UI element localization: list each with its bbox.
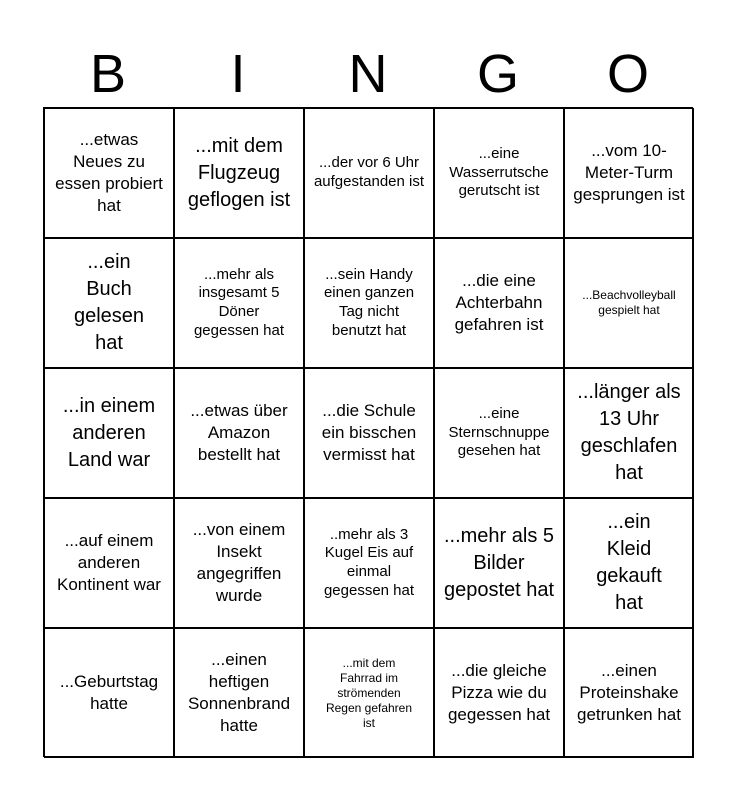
bingo-grid xyxy=(43,107,693,757)
header-letter-b: B xyxy=(89,44,127,104)
cell-text: ...mehr als insgesamt 5 Döner gegessen hat xyxy=(193,265,285,339)
bingo-cell[interactable] xyxy=(564,108,694,238)
bingo-cell[interactable] xyxy=(174,238,304,368)
cell-text: ...länger als 13 Uhr geschlafen hat xyxy=(577,381,681,484)
cell-text: ...die eine Achterbahn gefahren ist xyxy=(454,270,544,335)
bingo-cell[interactable] xyxy=(174,498,304,628)
cell-text: ...in einem anderen Land war xyxy=(62,394,156,471)
bingo-cell[interactable] xyxy=(434,368,564,498)
bingo-cell[interactable] xyxy=(434,498,564,628)
cell-text: ...der vor 6 Uhr aufgestanden ist xyxy=(313,154,425,190)
header-letter-n: N xyxy=(348,44,388,104)
bingo-cell[interactable] xyxy=(434,238,564,368)
bingo-cell[interactable] xyxy=(44,498,174,628)
bingo-cell[interactable] xyxy=(44,108,174,238)
cell-text: ...Geburtstag hatte xyxy=(59,671,159,713)
cell-text: ...etwas über Amazon bestellt hat xyxy=(190,400,288,465)
cell-text: ...einen Proteinshake getrunken hat xyxy=(577,660,681,725)
bingo-cell[interactable] xyxy=(304,108,434,238)
cell-text: ...von einem Insekt angegriffen wurde xyxy=(192,519,286,606)
bingo-cell[interactable] xyxy=(174,368,304,498)
cell-text: ...ein Kleid gekauft hat xyxy=(596,511,662,614)
bingo-cell[interactable] xyxy=(434,628,564,758)
bingo-cell[interactable] xyxy=(564,498,694,628)
cell-text: ...mit dem Flugzeug geflogen ist xyxy=(187,134,291,211)
header-letter-g: G xyxy=(476,44,519,104)
bingo-cell[interactable] xyxy=(564,368,694,498)
cell-text: ...die gleiche Pizza wie du gegessen hat xyxy=(447,660,551,725)
header-letter-i: I xyxy=(230,44,246,104)
cell-text: ...eine Wasserrutsche gerutscht ist xyxy=(449,144,549,200)
bingo-cell[interactable] xyxy=(44,238,174,368)
header-letter-o: O xyxy=(606,44,649,104)
bingo-cell[interactable] xyxy=(174,628,304,758)
bingo-cell[interactable] xyxy=(304,238,434,368)
cell-text: ...die Schule ein bisschen vermisst hat xyxy=(321,400,417,465)
cell-text: ...mehr als 5 Bilder gepostet hat xyxy=(443,524,555,601)
bingo-cell[interactable] xyxy=(44,628,174,758)
cell-text: ...ein Buch gelesen hat xyxy=(73,251,145,354)
cell-text: ...sein Handy einen ganzen Tag nicht benutzt hat xyxy=(323,265,415,339)
bingo-cell[interactable] xyxy=(44,368,174,498)
cell-text: ...vom 10-Meter-Turm gesprungen ist xyxy=(573,140,685,205)
bingo-cell[interactable] xyxy=(174,108,304,238)
bingo-cell[interactable] xyxy=(304,368,434,498)
cell-text: ...einen heftigen Sonnenbrand hatte xyxy=(187,649,291,736)
cell-text: ...mit dem Fahrrad im strömenden Regen gefahren ist xyxy=(325,655,413,730)
cell-text: ...auf einem anderen Kontinent war xyxy=(57,530,161,595)
bingo-cell[interactable] xyxy=(304,498,434,628)
cell-text: ...etwas Neues zu essen probiert hat xyxy=(55,129,163,216)
cell-text: ...eine Sternschnuppe gesehen hat xyxy=(448,404,550,460)
bingo-cell[interactable] xyxy=(564,238,694,368)
bingo-cell[interactable] xyxy=(304,628,434,758)
bingo-header xyxy=(43,40,693,108)
cell-text: ..mehr als 3 Kugel Eis auf einmal gegessen hat xyxy=(323,525,415,599)
cell-text: ...Beachvolleyball gespielt hat xyxy=(582,288,676,317)
bingo-cell[interactable] xyxy=(564,628,694,758)
bingo-cell[interactable] xyxy=(434,108,564,238)
